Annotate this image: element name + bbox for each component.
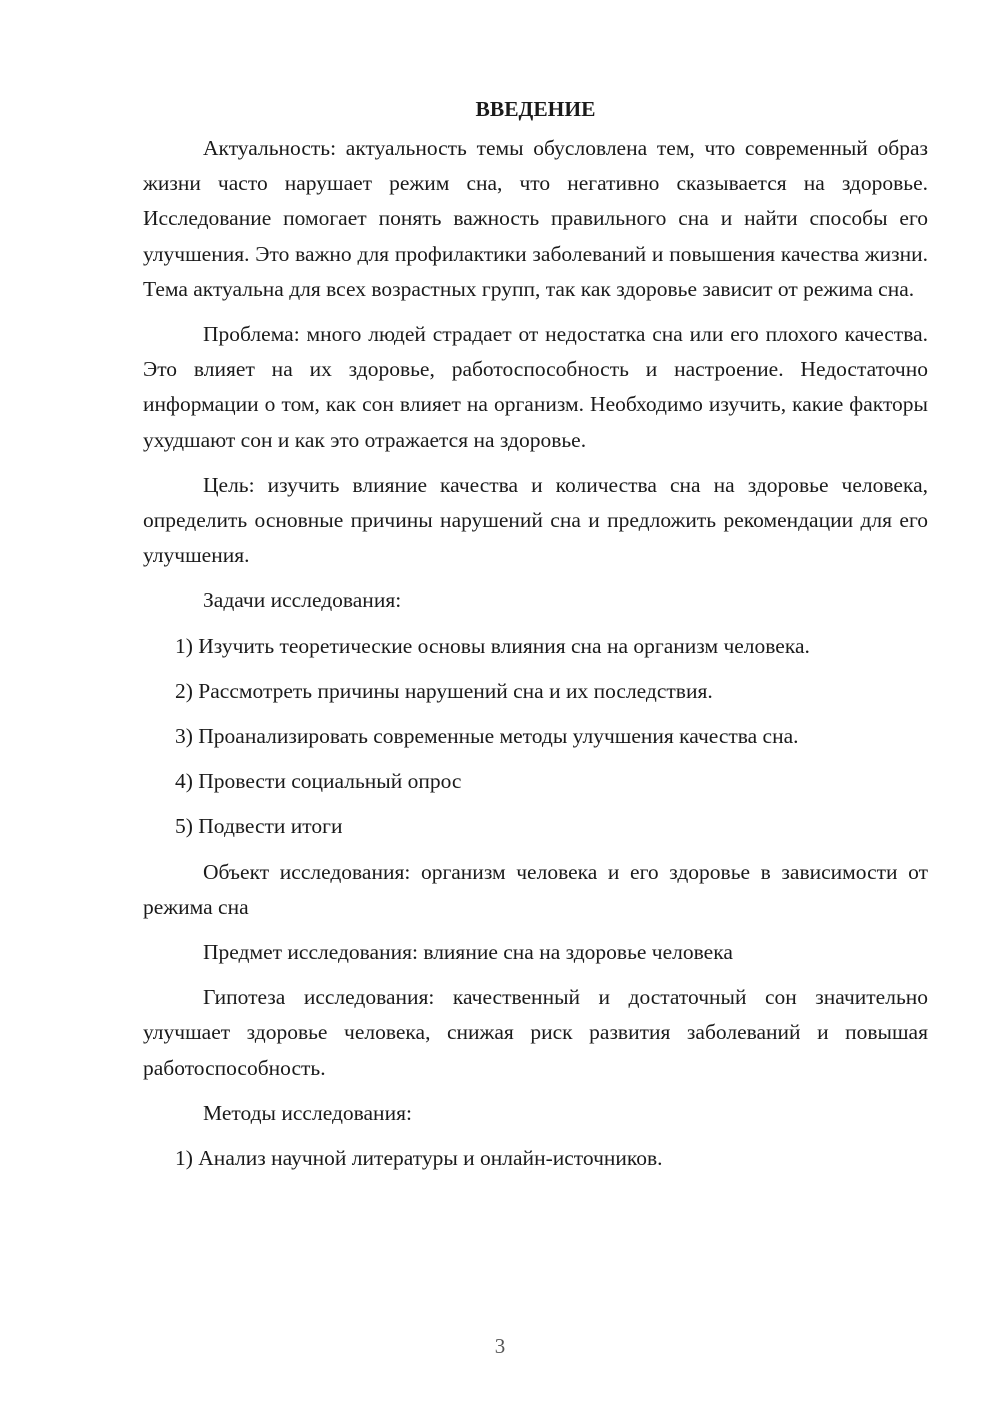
object-paragraph: Объект исследования: организм человека и его здоровье в зависимости от режима сна	[143, 859, 928, 919]
tasks-heading: Задачи исследования:	[203, 588, 402, 613]
section-title: ВВЕДЕНИЕ	[475, 97, 596, 121]
problem-paragraph: Проблема: много людей страдает от недостатка сна или его плохого качества. Это влияет на их здоровье, работоспособность и настроение. Недостаточно информации о том, как сон влияет на организм. Необходимо изучить, какие факторы ухудшают сон и как это отражается на здоровье.	[143, 322, 928, 452]
method-item: 1) Анализ научной литературы и онлайн-источников.	[175, 1146, 663, 1171]
actuality-paragraph: Актуальность: актуальность темы обусловлена тем, что современный образ жизни часто нарушает режим сна, что негативно сказывается на здоровье. Исследование помогает понять важность правильного сна и найти способы его улучшения. Это важно для профилактики заболеваний и повышения качества жизни. Тема актуальна для всех возрастных групп, так как здоровье зависит от режима сна.	[143, 136, 928, 301]
task-item: 5) Подвести итоги	[175, 814, 343, 839]
page-number: 3	[494, 1334, 506, 1358]
document-page	[143, 92, 928, 1186]
methods-heading: Методы исследования:	[203, 1100, 412, 1125]
hypothesis-paragraph: Гипотеза исследования: качественный и достаточный сон значительно улучшает здоровье человека, снижая риск развития заболеваний и повышая работоспособность.	[143, 985, 928, 1080]
task-item: 1) Изучить теоретические основы влияния сна на организм человека.	[175, 633, 810, 658]
subject-paragraph: Предмет исследования: влияние сна на здоровье человека	[203, 940, 733, 965]
goal-paragraph: Цель: изучить влияние качества и количества сна на здоровье человека, определить основные причины нарушений сна и предложить рекомендации для его улучшения.	[143, 472, 928, 568]
task-item: 2) Рассмотреть причины нарушений сна и их последствия.	[175, 678, 713, 703]
task-item: 3) Проанализировать современные методы улучшения качества сна.	[175, 724, 799, 749]
task-item: 4) Провести социальный опрос	[175, 769, 462, 794]
